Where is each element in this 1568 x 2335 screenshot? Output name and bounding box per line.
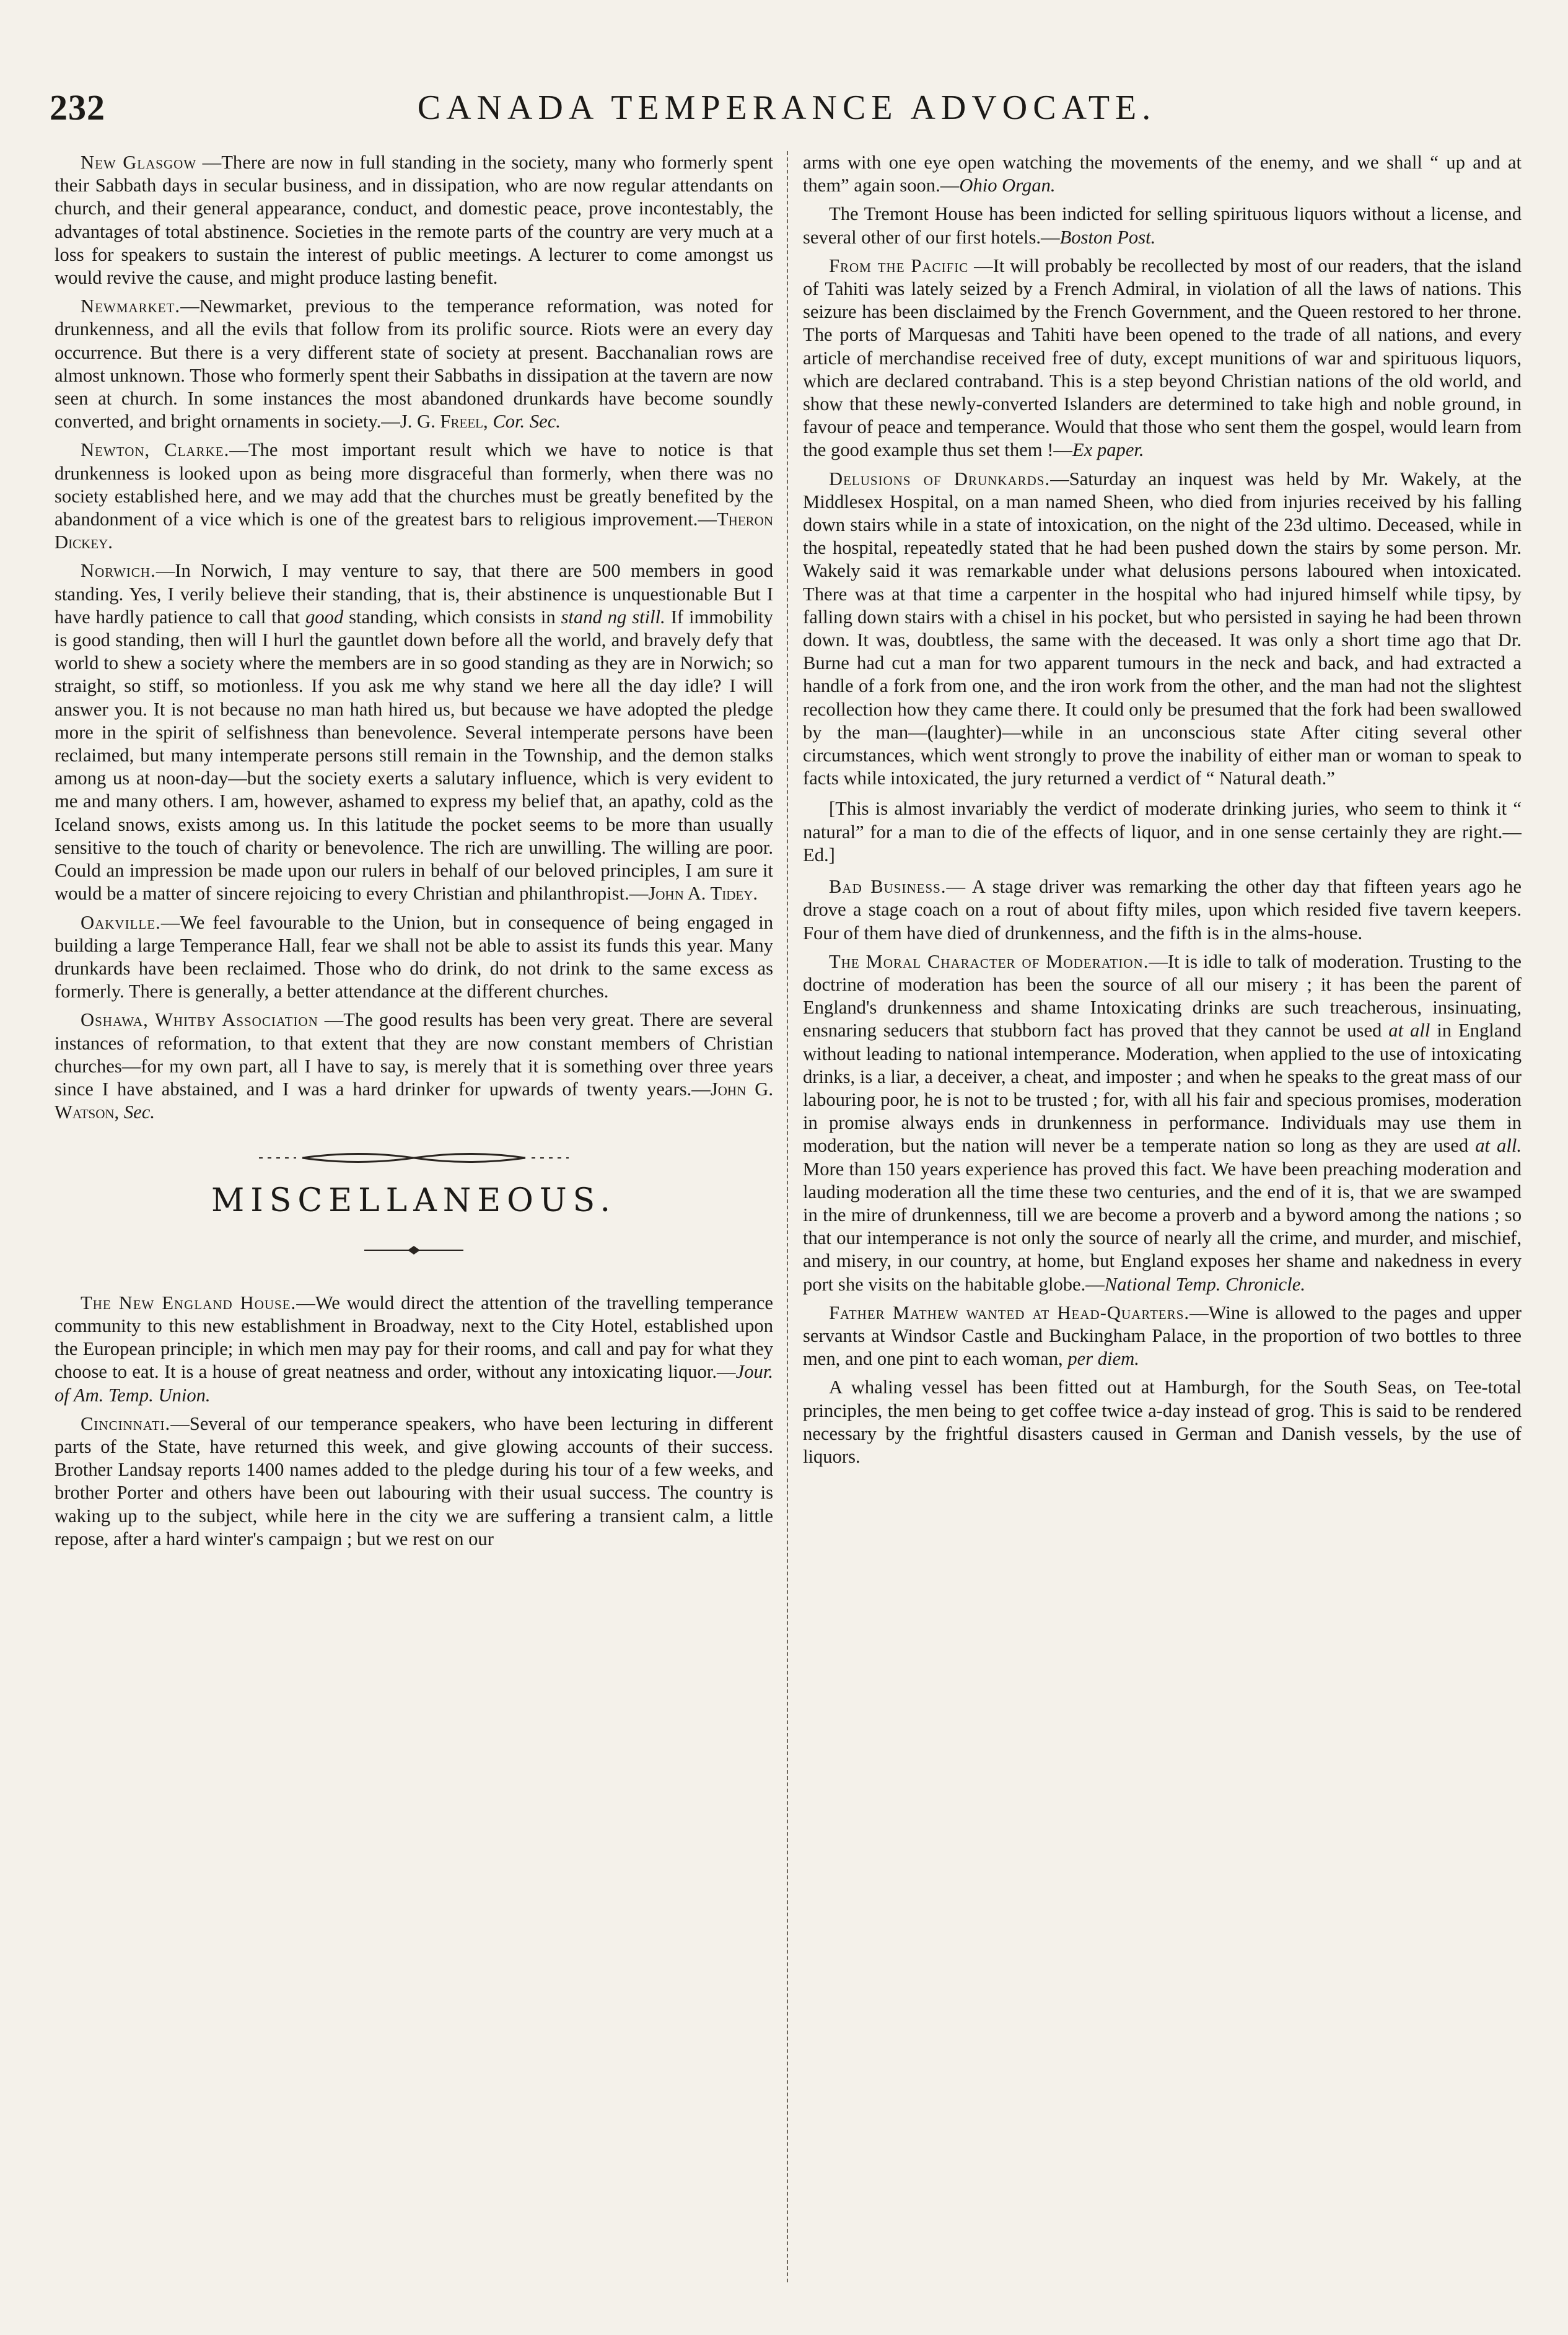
article-heading: Norwich.	[81, 560, 156, 582]
column-rule	[787, 151, 788, 2282]
article-heading: Father Mathew wanted at Head-Quarters.	[829, 1302, 1190, 1323]
article-heading: Cincinnati.	[81, 1413, 171, 1434]
article-delusions-of-drunkards	[803, 468, 1522, 791]
article-body: arms with one eye open watching the movements of the enemy, and we shall “ up and at them” again soon.—	[803, 152, 1522, 196]
emphasis: good	[305, 606, 344, 628]
article-heading: Oshawa, Whitby Association	[81, 1009, 318, 1031]
signature-title: Sec.	[123, 1102, 155, 1123]
emphasis: stand ng still.	[561, 606, 665, 628]
source-citation: Boston Post.	[1059, 226, 1156, 248]
source-citation: Ohio Organ.	[959, 175, 1056, 196]
signature: John A. Tidey.	[648, 883, 758, 905]
article-newmarket	[55, 295, 773, 433]
editor-note: [This is almost invariably the verdict of moderate drinking juries, who seem to think it “ natural” for a man to die of the effects of liquor, and in one sense certainly they are right.—Ed.]	[803, 798, 1522, 865]
article-body: in England without leading to national intemperance. Moderation, when applied to the use of intoxicating drinks, is a liar, a deceiver, a cheat, and imposter ; and when he speaks to the great mass of our labouring poor, he is not to be trusted ; for, with all his fair and specious promises, moderation in promise always ends in drunkenness in performance. Individuals may use them in moderation, but the nation will never be a temperate nation so long as they are used	[803, 1020, 1522, 1157]
small-divider	[55, 1238, 773, 1261]
article-oakville	[55, 911, 773, 1004]
article-heading: The Moral Character of Moderation.	[829, 950, 1149, 972]
article-bad-business	[803, 875, 1522, 945]
article-body: —In Norwich, I may venture to say, that there are 500 members in good standing. Yes, I verily believe their standing, that is, their abstinence is unquestionable But I have hardly patience to call that	[55, 560, 773, 628]
article-heading: The New England House.	[81, 1292, 297, 1313]
ornament-rule-icon	[253, 1149, 575, 1167]
article-body: —Wine is allowed to the pages and upper servants at Windsor Castle and Buckingham Palace, in the proportion of two bottles to three men, and one pint to each woman,	[803, 1302, 1522, 1370]
diamond-rule-icon	[364, 1245, 463, 1255]
article-from-the-pacific	[803, 255, 1522, 462]
source-citation: Jour. of Am. Temp. Union.	[55, 1361, 773, 1406]
article-body: —We would direct the attention of the travelling temperance community to this new establishment in Broadway, next to the City Hotel, established upon the European principle; in which men may pay for their rooms, and call and pay for what they choose to eat. It is a house of great neatness and order, without any intoxicating liquor.—	[55, 1292, 773, 1383]
emphasis: at all	[1388, 1020, 1430, 1041]
signature: John G. Watson,	[55, 1078, 773, 1123]
article-new-glasgow	[55, 151, 773, 289]
article-whaling-vessel: A whaling vessel has been fitted out at Hamburgh, for the South Seas, on Tee-total principles, the men being to get coffee twice a-day instead of grog. This is said to be rendered necessary by the frightful disasters caused in German and Danish vessels, by the use of liquors.	[803, 1377, 1522, 1467]
article-father-mathew	[803, 1302, 1522, 1371]
article-body: — A stage driver was remarking the other day that fifteen years ago he drove a stage coach on a rout of about fifty miles, upon which resided five tavern keepers. Four of them have died of drunkenness, and the fifth is in the alms-house.	[803, 876, 1522, 944]
article-new-england-house	[55, 1292, 773, 1407]
signature: Theron Dickey.	[55, 509, 773, 553]
article-body: —Saturday an inquest was held by Mr. Wakely, at the Middlesex Hospital, on a man named Sheen, who died from injuries received by his falling down stairs while in a state of intoxication, on the night of the 23d ultimo. Deceased, while in the hospital, repeatedly stated that he had been pushed down the stairs by some person. Mr. Wakely said it was remarkable under what delusions persons laboured when intoxicated. There was at that time a carpenter in the hospital who had injured himself while tipsy, by falling down stairs with a chisel in his pocket, but who persisted in saying he had been thrown down. It was, doubtless, the same with the deceased. It was only a short time ago that Dr. Burne had cut a man for two apparent tumours in the neck and back, and had extracted a handle of a fork from one, and the iron work from the other, and the man had not the slightest recollection how they came there. It could only be presumed that the fork had been swallowed by the man—(laughter)—while in an unconscious state After citing several other circumstances, which went strongly to prove the inability of either man or woman to speak to facts while intoxicated, the jury returned a verdict of “ Natural death.”	[803, 468, 1522, 789]
article-body: The Tremont House has been indicted for selling spirituous liquors without a license, and several other of our first hotels.—	[803, 203, 1522, 248]
article-body: —The good results has been very great. There are several instances of reformation, to that extent that they are now constant members of Christian churches—for my own part, all I have to say, is merely that it is something over three years since I have abstained, and I was a hard drinker for upwards of twenty years.—	[55, 1009, 773, 1100]
right-column	[803, 151, 1522, 2295]
article-body: —There are now in full standing in the society, many who formerly spent their Sabbath days in secular business, and in dissipation, who are now regular attendants on church, and their general appearance, conduct, and domestic peace, prove incontestably, the advantages of total abstinence. Societies in the remote parts of the country are very much at a loss for speakers to sustain the interest of public meetings. A lecturer to come amongst us would revive the cause, and might produce lasting benefit.	[55, 152, 773, 289]
signature: J. G. Freel,	[400, 411, 488, 432]
article-newton-clarke	[55, 439, 773, 554]
article-body: —Several of our temperance speakers, who have been lecturing in different parts of the State, have returned this week, and give glowing accounts of their success. Brother Landsay reports 1400 names added to the pledge during his tour of a few weeks, and brother Porter and others have been out labouring with their usual success. The country is waking up to the subject, while here in the city we are suffering a transient calm, a little repose, after a hard winter's campaign ; but we rest on our	[55, 1413, 773, 1549]
article-heading: From the Pacific	[829, 255, 969, 276]
article-body: —It is idle to talk of moderation. Trusting to the doctrine of moderation has been the source of all our misery ; it has been the parent of England's drunkenness and shame Intoxicating drinks are such treacherous, insinuating, ensnaring seducers that stubborn fact has proved that they cannot be used	[803, 950, 1522, 1041]
left-column	[55, 151, 773, 2295]
source-citation: National Temp. Chronicle.	[1104, 1273, 1305, 1295]
article-heading: Oakville.	[81, 911, 161, 933]
article-body: —We feel favourable to the Union, but in consequence of being engaged in building a large Temperance Hall, fear we shall not be able to assist its funds this year. Many drunkards have been reclaimed. Those who do drink, do not drink to the same excess as formerly. There is generally, a better attendance at the different churches.	[55, 911, 773, 1002]
article-heading: Newton, Clarke.	[81, 439, 230, 461]
page-header	[50, 87, 1524, 136]
article-cincinnati	[55, 1413, 773, 1551]
emphasis: per diem.	[1067, 1348, 1139, 1370]
article-body: standing, which consists in	[343, 606, 561, 628]
article-heading: Bad Business.	[829, 876, 947, 898]
running-title: CANADA TEMPERANCE ADVOCATE.	[417, 89, 1157, 127]
article-oshawa	[55, 1009, 773, 1124]
signature-title: Cor. Sec.	[493, 411, 561, 432]
source-citation: Ex paper.	[1072, 439, 1144, 461]
article-body: —The most important result which we have to notice is that drunkenness is looked upon as being more disgraceful than formerly, when there was no society established here, and we may add that the churches must be greatly benefited by the abandonment of a vice which is one of the greatest bars to religious improvement.—	[55, 439, 773, 530]
emphasis: at all.	[1475, 1135, 1522, 1157]
article-moral-character	[803, 950, 1522, 1296]
article-heading: New Glasgow	[81, 152, 197, 173]
article-heading: Delusions of Drunkards.	[829, 468, 1051, 489]
page-number: 232	[50, 87, 105, 128]
article-body: More than 150 years experience has proved this fact. We have been preaching moderation and lauding moderation all the time these two centuries, and the end of it is, that we are swamped in the mire of drunkenness, till we are become a proverb and a byword among the nations ; so that our intemperance is not only the source of nearly all the crime, and murder, and mischief, and misery, in our country, at home, but England exposes her shame and nakedness in every port she visits on the habitable globe.—	[803, 1158, 1522, 1295]
ornamental-divider	[55, 1149, 773, 1167]
article-heading: Newmarket.	[81, 296, 181, 317]
article-cincinnati-continued	[803, 151, 1522, 197]
article-body: —It will probably be recollected by most of our readers, that the island of Tahiti was lately seized by a French Admiral, in violation of all the laws of nations. This seizure has been disclaimed by the French Government, and the Queen restored to her throne. The ports of Marquesas and Tahiti have been opened to the trade of all nations, and every article of merchandise received free of duty, except munitions of war and spirituous liquors, which are declared contraband. This is a step beyond Christian nations of the old world, and show that these newly-converted Islanders are determined to take high and noble ground, in favour of peace and temperance. Would that those who sent them the gospel, would learn from the good example thus set them !—	[803, 255, 1522, 461]
article-body: —Newmarket, previous to the temperance reformation, was noted for drunkenness, and all the evils that follow from its prolific source. Riots were an every day occurrence. But there is a very different state of society at present. Bacchanalian rows are almost unknown. Those who formerly spent their Sabbaths in dissipation at the tavern are now seen at church. In some instances the most abandoned drunkards have become soundly converted, and bright ornaments in society.—	[55, 296, 773, 432]
article-body: If immobility is good standing, then will I hurl the gauntlet down before all the world, and bravely defy that world to shew a society where the members are in so good standing as they are in Norwich; so straight, so stiff, so motionless. If you ask me why stand we here all the day idle? I will answer you. It is not because no man hath hired us, but because we have adopted the pledge more in the spirit of selfishness than benevolence. Several intemperate persons have been reclaimed, but many intemperate persons still remain in the Township, and the demon stalks among us at noon-day—but the society exerts a salutary influence, which is very evident to me and many others. I am, however, ashamed to express my belief that, an apathy, cold as the Iceland snows, exists among us. In this latitude the pocket seems to be more than usually sensitive to the touch of charity or benevolence. The rich are unwilling. The willing are poor. Could an impression be made upon our rulers in behalf of our beloved principles, I am sure it would be a matter of sincere rejoicing to every Christian and philanthropist.—	[55, 606, 773, 905]
article-norwich	[55, 559, 773, 905]
section-title: MISCELLANEOUS.	[211, 1182, 616, 1220]
article-tremont-house	[803, 203, 1522, 248]
